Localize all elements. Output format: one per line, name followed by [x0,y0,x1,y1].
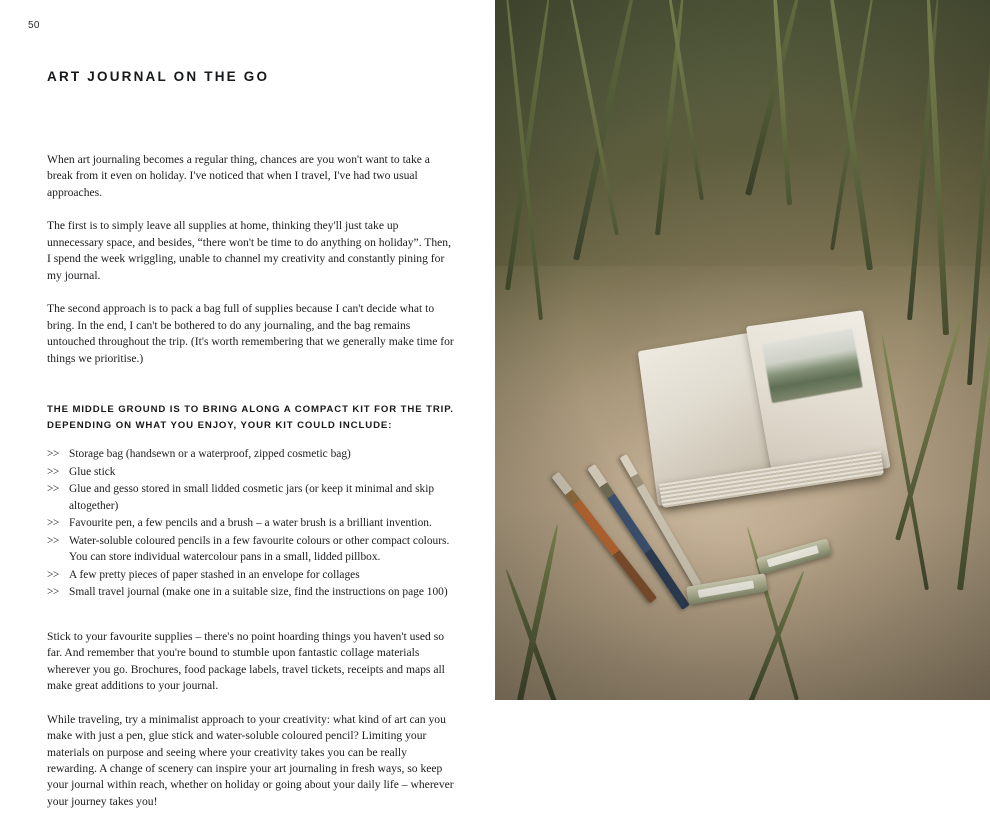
beach-scene-photo [495,0,990,700]
list-item-text: A few pretty pieces of paper stashed in an envelope for collages [69,568,360,581]
list-marker: >> [47,465,59,478]
list-item-text: Favourite pen, a few pencils and a brush – a water brush is a brilliant invention. [69,517,432,530]
list-item [47,464,457,481]
body-column [47,152,457,827]
list-item [47,533,457,566]
intro-paragraph-1: When art journaling becomes a regular thing, chances are you won't want to take a break from it even on holiday. I've noticed that when I travel, I've had two usual approaches. [47,153,430,199]
list-marker: >> [47,517,59,530]
list-item-text: Storage bag (handsewn or a waterproof, zipped cosmetic bag) [69,448,351,461]
list-item [47,446,457,463]
list-marker: >> [47,586,59,599]
photo-vignette [495,0,990,700]
intro-paragraph-2: The first is to simply leave all supplies at home, thinking they'll just take up unnecessary space, and besides, “there won't be time to do anything on holiday”. Then, I spend the week wriggling, unable to channel my creativity and constantly pining for my journal. [47,219,451,282]
page-number: 50 [28,20,40,31]
list-item-text: Glue stick [69,465,116,478]
closing-paragraph-1: Stick to your favourite supplies – there's no point hoarding things you haven't used so far. And remember that you're bound to stumble upon fantastic collage materials wherever you go. Brochures, food package labels, travel tickets, receipts and maps all make great additions to your journal. [47,629,445,693]
left-page [0,0,495,808]
list-item [47,584,457,601]
list-marker: >> [47,534,59,547]
list-item [47,481,457,514]
kit-list [47,446,457,601]
list-marker: >> [47,448,59,461]
kit-subheading: THE MIDDLE GROUND IS TO BRING ALONG A COMPACT KIT FOR THE TRIP. DEPENDING ON WHAT YOU ENJOY, YOUR KIT COULD INCLUDE: [47,403,454,431]
list-item-text: Water-soluble coloured pencils in a few favourite colours or other compact colours. You can store individual watercolour pans in a small, lidded pillbox. [69,534,450,564]
right-page-photo [495,0,990,700]
list-item-text: Glue and gesso stored in small lidded cosmetic jars (or keep it minimal and skip altogether) [69,483,435,512]
list-item [47,515,457,532]
list-item-text: Small travel journal (make one in a suitable size, find the instructions on page 100) [69,586,448,599]
closing-paragraph-2: While traveling, try a minimalist approach to your creativity: what kind of art can you make with just a pen, glue stick and water-soluble coloured pencil? Limiting your materials on purpose and seeing where your creativity takes you can be really rewarding. A change of scenery can inspire your art journaling in fresh ways, so keep your journal within reach, whether on holiday or going about your daily life – wherever your journey takes you! [47,712,454,808]
intro-paragraph-3: The second approach is to pack a bag full of supplies because I can't decide what to bring. In the end, I can't be bothered to do any journaling, and the bag remains untouched throughout the trip. (It's worth remembering that we generally make time for things we prioritise.) [47,302,454,365]
page-title: ART JOURNAL ON THE GO [47,69,270,85]
list-marker: >> [47,568,59,581]
list-marker: >> [47,483,59,496]
list-item [47,567,457,584]
